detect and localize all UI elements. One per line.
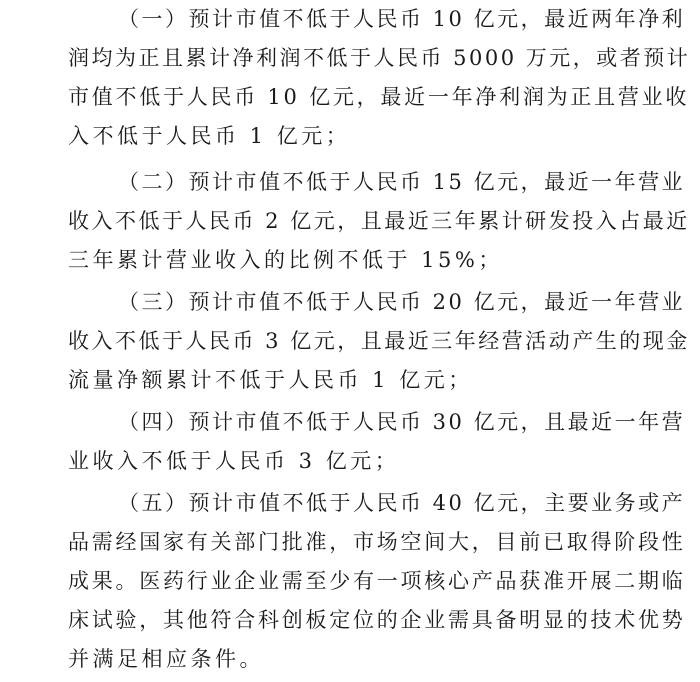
paragraph-1-line-3: 市值不低于人民币 10 亿元，最近一年净利润为正且营业收 [68, 85, 690, 109]
paragraph-1-line-2: 润均为正且累计净利润不低于人民币 5000 万元，或者预计 [68, 46, 691, 70]
paragraph-2-line-3: 三年累计营业收入的比例不低于 15%； [68, 248, 503, 272]
paragraph-5-line-4: 床试验，其他符合科创板定位的企业需具备明显的技术优势 [68, 608, 686, 632]
paragraph-2-line-2: 收入不低于人民币 2 亿元，且最近三年累计研发投入占最近 [68, 209, 690, 233]
paragraph-4-line-1: （四）预计市值不低于人民币 30 亿元，且最近一年营 [118, 410, 686, 434]
paragraph-2-line-1: （二）预计市值不低于人民币 15 亿元，最近一年营业 [118, 170, 686, 194]
paragraph-1-line-1: （一）预计市值不低于人民币 10 亿元，最近两年净利 [118, 7, 686, 31]
paragraph-3-line-1: （三）预计市值不低于人民币 20 亿元，最近一年营业 [118, 290, 686, 314]
paragraph-3-line-3: 流量净额累计不低于人民币 1 亿元； [68, 368, 473, 392]
paragraph-5-line-3: 成果。医药行业企业需至少有一项核心产品获准开展二期临 [68, 569, 686, 593]
paragraph-5-line-1: （五）预计市值不低于人民币 40 亿元，主要业务或产 [118, 491, 686, 515]
paragraph-5-line-2: 品需经国家有关部门批准，市场空间大，目前已取得阶段性 [68, 530, 686, 554]
paragraph-5-line-5: 并满足相应条件。 [68, 647, 264, 671]
paragraph-4-line-2: 业收入不低于人民币 3 亿元； [68, 449, 400, 473]
paragraph-3-line-2: 收入不低于人民币 3 亿元，且最近三年经营活动产生的现金 [68, 329, 690, 353]
paragraph-1-line-4: 入不低于人民币 1 亿元； [68, 124, 351, 148]
